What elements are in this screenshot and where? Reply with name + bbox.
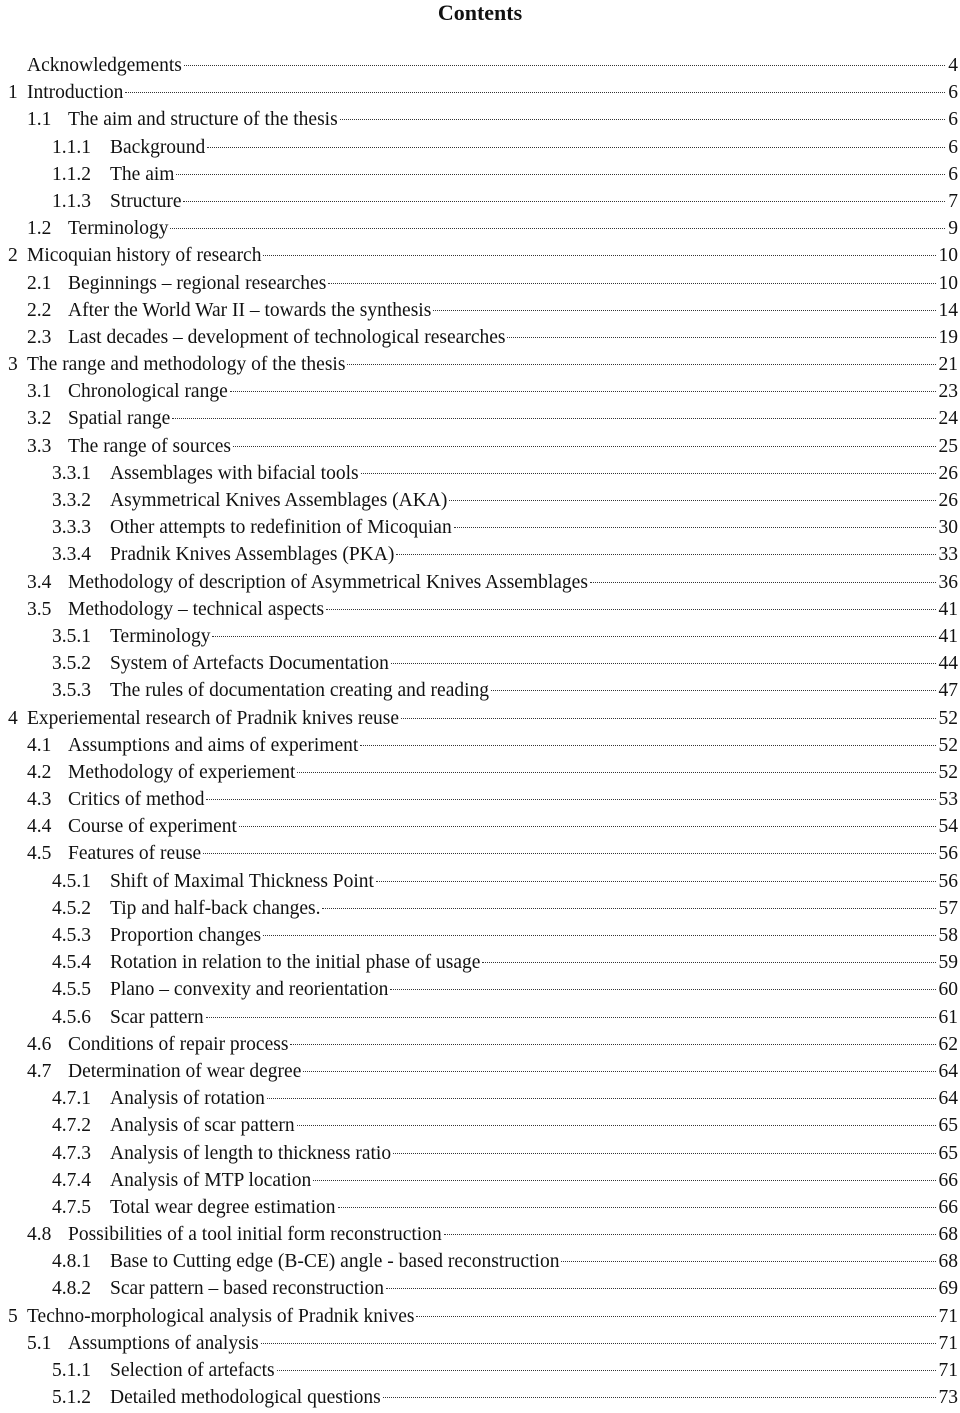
toc-entry-number: 4.7.2 [52,1115,91,1137]
dot-leader [401,718,936,719]
dot-leader [125,92,945,93]
toc-entry[interactable] [0,1221,960,1248]
dot-leader [444,1234,936,1235]
page-title: Contents [437,0,523,25]
toc-entry-title: Last decades – development of technological researches [68,326,506,348]
toc-entry[interactable] [0,1112,960,1139]
toc-entry-page-number: 56 [938,843,958,865]
toc-entry-page-number: 56 [938,870,958,892]
toc-entry-title: Methodology – technical aspects [68,598,325,620]
dot-leader [390,989,935,990]
toc-entry[interactable] [0,1004,960,1031]
toc-entry-number: 4.6 [27,1033,52,1055]
toc-entry-number: 4.3 [27,789,52,811]
dot-leader [290,1044,935,1045]
toc-entry-title: Selection of artefacts [110,1360,275,1381]
toc-entry-number: 4.5.6 [52,1006,91,1028]
toc-entry[interactable] [0,813,960,840]
toc-entry[interactable] [0,596,960,623]
toc-entry[interactable] [0,976,960,1003]
toc-entry-number: 4.1 [27,734,52,756]
toc-entry[interactable] [0,541,960,568]
toc-entry[interactable] [0,378,960,405]
toc-entry-page-number: 4 [948,55,958,76]
toc-entry-page-number: 73 [938,1387,958,1409]
toc-entry-number: 3.3.1 [52,462,91,484]
dot-leader [206,1017,936,1018]
toc-entry-page-number: 52 [938,761,958,783]
toc-entry-page-number: 62 [938,1033,958,1055]
toc-entry-page-number: 58 [938,925,958,946]
dot-leader [277,1370,936,1371]
toc-entry-page-number: 52 [938,707,958,729]
toc-entry-title: Pradnik Knives Assemblages (PKA) [110,544,395,566]
toc-entry[interactable] [0,1085,960,1112]
toc-entry[interactable] [0,514,960,541]
toc-entry[interactable] [0,79,960,106]
toc-entry-page-number: 41 [938,598,958,620]
toc-entry-title: Course of experiment [68,816,237,838]
toc-entry[interactable] [0,405,960,432]
dot-leader [361,473,936,474]
toc-entry-page-number: 44 [938,653,958,675]
dot-leader [491,690,935,691]
toc-entry[interactable] [0,840,960,867]
toc-entry[interactable] [0,297,960,324]
toc-entry[interactable] [0,324,960,351]
toc-entry-title: Detailed methodological questions [110,1387,381,1409]
toc-entry[interactable] [0,895,960,922]
dot-leader [303,1071,935,1072]
toc-entry-title: Experiemental research of Pradnik knives reuse [27,707,399,729]
toc-entry-number: 1.1.2 [52,163,91,185]
toc-entry-page-number: 14 [938,299,958,321]
toc-entry-page-number: 60 [938,979,958,1001]
dot-leader [322,908,935,909]
toc-entry-title: Rotation in relation to the initial phase of usage [110,952,481,974]
toc-entry[interactable] [0,786,960,813]
toc-entry-number: 3.3.2 [52,490,91,511]
toc-entry[interactable] [0,1248,960,1275]
toc-entry-title: Possibilities of a tool initial form reconstruction [68,1224,442,1246]
toc-entry-page-number: 33 [938,544,958,566]
dot-leader [507,337,935,338]
toc-entry-page-number: 68 [938,1251,958,1273]
toc-entry-title: Scar pattern – based reconstruction [110,1278,384,1300]
toc-entry-page-number: 30 [938,517,958,539]
toc-entry-number: 4.7.3 [52,1142,91,1164]
dot-leader [454,527,936,528]
toc-entry-title: Terminology [68,218,169,240]
dot-leader [561,1261,935,1262]
toc-entry-number: 1.1.1 [52,136,91,158]
toc-entry-title: Analysis of rotation [110,1088,265,1110]
toc-entry-number: 3.4 [27,571,52,593]
toc-entry-number: 5.1.1 [52,1360,91,1381]
toc-entry[interactable] [0,270,960,297]
toc-entry[interactable] [0,1167,960,1194]
toc-entry-title: System of Artefacts Documentation [110,653,389,675]
toc-entry-number: 4.5.4 [52,952,91,974]
toc-entry-title: Assumptions of analysis [68,1332,259,1354]
toc-entry-title: Analysis of length to thickness ratio [110,1142,392,1164]
toc-entry-title: Spatial range [68,408,171,430]
toc-entry-number: 3.3.4 [52,544,91,566]
toc-entry[interactable] [0,732,960,759]
toc-entry[interactable] [0,188,960,215]
toc-entry-number: 5.1.2 [52,1387,91,1409]
toc-entry-page-number: 65 [938,1115,958,1137]
toc-entry-number: 5 [8,1305,18,1327]
toc-entry-number: 1.1.3 [52,190,91,212]
toc-entry[interactable] [0,351,960,378]
toc-entry[interactable] [0,705,960,732]
toc-entry[interactable] [0,1031,960,1058]
toc-entry-page-number: 65 [938,1142,958,1164]
toc-entry-number: 4.8 [27,1224,52,1246]
toc-entry-page-number: 69 [938,1278,958,1300]
toc-entry-title: Critics of method [68,789,205,811]
toc-entry-number: 4.5.3 [52,925,91,946]
dot-leader [176,174,945,175]
toc-entry-page-number: 6 [948,163,958,185]
toc-entry[interactable] [0,242,960,269]
toc-entry-page-number: 61 [938,1006,958,1028]
toc-entry-title: Tip and half-back changes. [110,897,321,919]
dot-leader [267,1098,936,1099]
dot-leader [263,255,935,256]
toc-entry-title: After the World War II – towards the synthesis [68,299,432,321]
toc-entry[interactable] [0,106,960,133]
toc-entry-page-number: 10 [938,245,958,267]
toc-entry-page-number: 59 [938,952,958,974]
dot-leader [416,1316,935,1317]
toc-entry-number: 4.7.5 [52,1196,91,1218]
toc-entry-page-number: 71 [938,1305,958,1327]
toc-entry-title: Features of reuse [68,843,202,865]
toc-entry-number: 3.3.3 [52,517,91,539]
toc-entry-page-number: 6 [948,109,958,131]
toc-entry-title: The range and methodology of the thesis [27,354,346,376]
toc-entry-page-number: 57 [938,897,958,919]
toc-entry-page-number: 9 [948,218,958,240]
dot-leader [360,745,935,746]
toc-entry-page-number: 54 [938,816,958,838]
toc-entry-page-number: 25 [938,435,958,457]
dot-leader [433,310,935,311]
toc-entry-title: Methodology of description of Asymmetrical Knives Assemblages [68,571,588,593]
toc-entry-page-number: 26 [938,462,958,484]
toc-entry[interactable] [0,677,960,704]
toc-entry[interactable] [0,433,960,460]
toc-entry-page-number: 71 [938,1332,958,1354]
dot-leader [203,853,935,854]
toc-entry-number: 4.5.2 [52,897,91,919]
toc-entry[interactable] [0,1194,960,1221]
toc-entry[interactable] [0,134,960,161]
toc-entry-page-number: 47 [938,680,958,702]
toc-entry-title: The aim [110,163,175,185]
dot-leader [326,609,935,610]
toc-entry-number: 4.8.1 [52,1251,91,1273]
dot-leader [396,554,935,555]
toc-entry-title: Analysis of scar pattern [110,1115,295,1137]
toc-entry-page-number: 53 [938,789,958,811]
toc-entry[interactable] [0,569,960,596]
dot-leader [328,283,935,284]
toc-entry-title: Shift of Maximal Thickness Point [110,870,374,892]
toc-entry[interactable] [0,868,960,895]
toc-entry-title: The range of sources [68,435,231,457]
toc-entry-number: 1.1 [27,109,52,131]
toc-entry-title: Structure [110,190,182,212]
dot-leader [383,1397,936,1398]
dot-leader [263,935,935,936]
dot-leader [338,1207,936,1208]
toc-entry-title: Plano – convexity and reorientation [110,979,389,1001]
toc-entry-page-number: 52 [938,734,958,756]
dot-leader [376,881,936,882]
toc-entry-page-number: 6 [948,82,958,104]
dot-leader [183,201,945,202]
toc-entry-title: Analysis of MTP location [110,1169,312,1191]
toc-entry[interactable] [0,922,960,949]
toc-entry[interactable] [0,759,960,786]
toc-entry-number: 4.7 [27,1060,52,1082]
toc-entry-title: Determination of wear degree [68,1060,302,1082]
dot-leader [347,364,935,365]
toc-entry-page-number: 7 [948,190,958,212]
toc-entry[interactable] [0,949,960,976]
toc-entry[interactable] [0,487,960,514]
toc-entry-number: 2 [8,245,18,267]
dot-leader [261,1343,936,1344]
dot-leader [482,962,935,963]
dot-leader [233,446,936,447]
toc-entry-number: 4.8.2 [52,1278,91,1300]
dot-leader [212,636,935,637]
toc-entry-title: Base to Cutting edge (B-CE) angle - based reconstruction [110,1251,560,1273]
toc-entry-page-number: 24 [938,408,958,430]
toc-entry-number: 2.1 [27,272,52,294]
dot-leader [297,772,935,773]
toc-entry[interactable] [0,215,960,242]
toc-entry-title: Conditions of repair process [68,1033,289,1055]
toc-entry-title: Introduction [27,82,124,104]
dot-leader [391,663,936,664]
toc-entry-title: Terminology [110,625,211,647]
toc-entry-title: Asymmetrical Knives Assemblages (AKA) [110,490,448,511]
toc-entry-page-number: 71 [938,1360,958,1381]
toc-entry-number: 2.3 [27,326,52,348]
toc-entry-page-number: 23 [938,381,958,403]
toc-entry-title: Techno-morphological analysis of Pradnik knives [27,1305,415,1327]
toc-entry-number: 1 [8,82,18,104]
toc-entry-title: Assumptions and aims of experiment [68,734,359,756]
toc-entry-number: 4.7.4 [52,1169,91,1191]
toc-entry-number: 3.5.1 [52,625,91,647]
toc-entry-page-number: 66 [938,1196,958,1218]
toc-entry-title: Total wear degree estimation [110,1196,336,1218]
dot-leader [207,147,945,148]
dot-leader [449,500,935,501]
toc-entry-page-number: 41 [938,625,958,647]
toc-entry-number: 4.5 [27,843,52,865]
toc-entry-page-number: 26 [938,490,958,511]
toc-entry-title: Other attempts to redefinition of Micoquian [110,517,452,539]
dot-leader [230,391,936,392]
toc-entry-page-number: 64 [938,1060,958,1082]
toc-entry-page-number: 66 [938,1169,958,1191]
toc-entry-number: 3 [8,354,18,376]
dot-leader [313,1180,935,1181]
toc-entry[interactable] [0,460,960,487]
toc-entry-number: 3.5 [27,598,52,620]
toc-entry-title: The rules of documentation creating and reading [110,680,490,702]
toc-entry-number: 4.5.5 [52,979,91,1001]
dot-leader [393,1153,935,1154]
toc-entry-page-number: 6 [948,136,958,158]
toc-entry-title: Chronological range [68,381,228,403]
toc-entry-number: 4.7.1 [52,1088,91,1110]
toc-entry-number: 4.5.1 [52,870,91,892]
toc-entry-page-number: 36 [938,571,958,593]
toc-entry-number: 4.4 [27,816,52,838]
toc-entry-number: 3.5.2 [52,653,91,675]
dot-leader [239,826,936,827]
toc-entry-number: 2.2 [27,299,52,321]
table-of-contents [0,52,960,1411]
dot-leader [386,1288,936,1289]
toc-entry[interactable] [0,1058,960,1085]
toc-entry[interactable] [0,1330,960,1357]
toc-entry-title: Beginnings – regional researches [68,272,327,294]
dot-leader [184,65,945,66]
toc-entry[interactable] [0,1384,960,1411]
toc-entry-title: The aim and structure of the thesis [68,109,338,131]
dot-leader [297,1125,936,1126]
dot-leader [340,119,946,120]
toc-entry-title: Acknowledgements [27,55,182,76]
toc-entry-number: 5.1 [27,1332,52,1354]
toc-entry-page-number: 68 [938,1224,958,1246]
toc-entry-number: 4 [8,707,18,729]
toc-entry-page-number: 64 [938,1088,958,1110]
toc-entry-title: Micoquian history of research [27,245,262,267]
toc-entry[interactable] [0,650,960,677]
dot-leader [170,228,945,229]
toc-entry[interactable] [0,1275,960,1302]
toc-entry[interactable] [0,161,960,188]
toc-entry[interactable] [0,1303,960,1330]
dot-leader [590,582,936,583]
toc-entry-number: 1.2 [27,218,52,240]
dot-leader [172,418,935,419]
toc-entry-number: 3.5.3 [52,680,91,702]
toc-entry-number: 3.3 [27,435,52,457]
toc-entry-title: Scar pattern [110,1006,204,1028]
toc-entry-title: Background [110,136,206,158]
toc-entry-title: Assemblages with bifacial tools [110,462,359,484]
toc-entry[interactable] [0,52,960,79]
toc-entry-page-number: 10 [938,272,958,294]
dot-leader [206,799,935,800]
toc-entry-number: 3.2 [27,408,52,430]
toc-entry[interactable] [0,1140,960,1167]
toc-entry-title: Methodology of experiement [68,761,296,783]
toc-entry-title: Proportion changes [110,925,262,946]
toc-entry[interactable] [0,1357,960,1384]
toc-entry-number: 3.1 [27,381,52,403]
toc-entry-number: 4.2 [27,761,52,783]
toc-entry-page-number: 19 [938,326,958,348]
toc-entry-page-number: 21 [938,354,958,376]
toc-entry[interactable] [0,623,960,650]
